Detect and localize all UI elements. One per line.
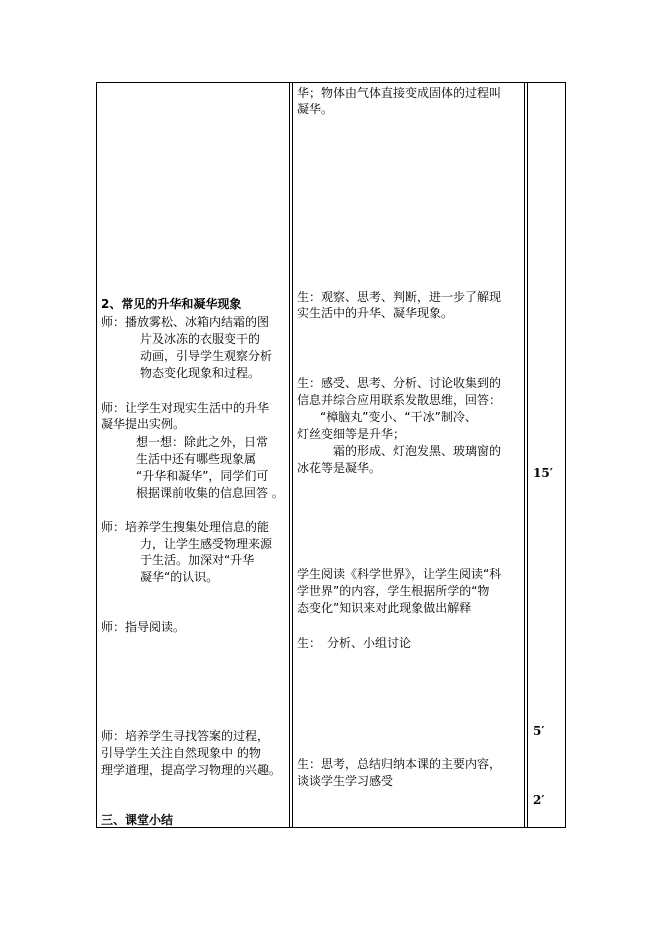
teacher-text-4d: 凝华“的认识。 [140,570,219,584]
section3-title: 三、课堂小结 [101,813,174,827]
think-text-c: “升华和凝华”，同学们可 [136,469,269,483]
student-text-1a: 生：观察、思考、判断，进一步了解现 [297,290,502,304]
column-divider-2b [527,82,528,828]
column-divider-1 [289,82,290,828]
teacher-text-6c: 理学道理，提高学习物理的兴趣。 [101,763,282,777]
student-text-5b: 谈谈学生学习感受 [297,774,394,788]
teacher-text-1b: 片及冰冻的衣服变干的 [140,332,261,346]
teacher-text-6b: 引导学生关注自然现象中 的物 [101,746,261,760]
student-text-3b: 学世界”的内容，学生根据所学的“物 [297,584,490,598]
student-text-3c: 态变化”知识来对此现象做出解释 [297,601,472,615]
column-divider-1b [292,82,293,828]
student-text-2b: 信息并综合应用联系发散思维，回答： [297,393,502,407]
student-text-top-b: 凝华。 [297,102,334,116]
teacher-text-4c: 于生活。加深对“升华 [140,553,255,567]
teacher-text-1d: 物态变化现象和过程。 [140,366,261,380]
student-text-2f: 冰花等是凝华。 [297,461,382,475]
student-text-4: 生： 分析、小组讨论 [297,636,412,650]
student-text-5a: 生：思考，总结归纳本课的主要内容， [297,757,502,771]
teacher-text-2a: 师：让学生对现实生活中的升华 [101,401,270,415]
think-text-a: 想一想：除此之外，日常 [136,435,269,449]
time-label-5: 5′ [533,724,545,738]
student-text-2e: 霜的形成、灯泡发黑、玻璃窗的 [333,444,502,458]
student-text-2a: 生：感受、思考、分析、讨论收集到的 [297,376,502,390]
student-text-2c: “樟脑丸”变小、“干冰”制冷、 [320,410,477,424]
section2-title: 2、常见的升华和凝华现象 [101,297,242,311]
time-label-15: 15′ [533,466,553,480]
think-text-d: 根据课前收集的信息回答 。 [136,486,284,500]
student-text-2d: 灯丝变细等是升华； [297,427,406,441]
student-text-top-a: 华；物体由气体直接变成固体的过程叫 [297,86,502,100]
teacher-text-2b: 凝华提出实例。 [101,417,186,431]
teacher-text-6a: 师：培养学生寻找答案的过程， [101,729,270,743]
student-text-1b: 实生活中的升华、凝华现象。 [297,306,454,320]
teacher-text-4b: 力，让学生感受物理来源 [140,537,273,551]
teacher-text-1a: 师：播放雾松、冰箱内结霜的图 [101,315,270,329]
time-label-2: 2′ [533,793,545,807]
think-text-b: 生活中还有哪些现象属 [136,452,257,466]
column-divider-2 [524,82,525,828]
student-text-3a: 学生阅读《科学世界》，让学生阅读“科 [297,567,502,581]
teacher-text-1c: 动画，引导学生观察分析 [140,349,273,363]
teacher-text-4a: 师：培养学生搜集处理信息的能 [101,520,270,534]
teacher-text-5: 师：指导阅读。 [101,620,186,634]
